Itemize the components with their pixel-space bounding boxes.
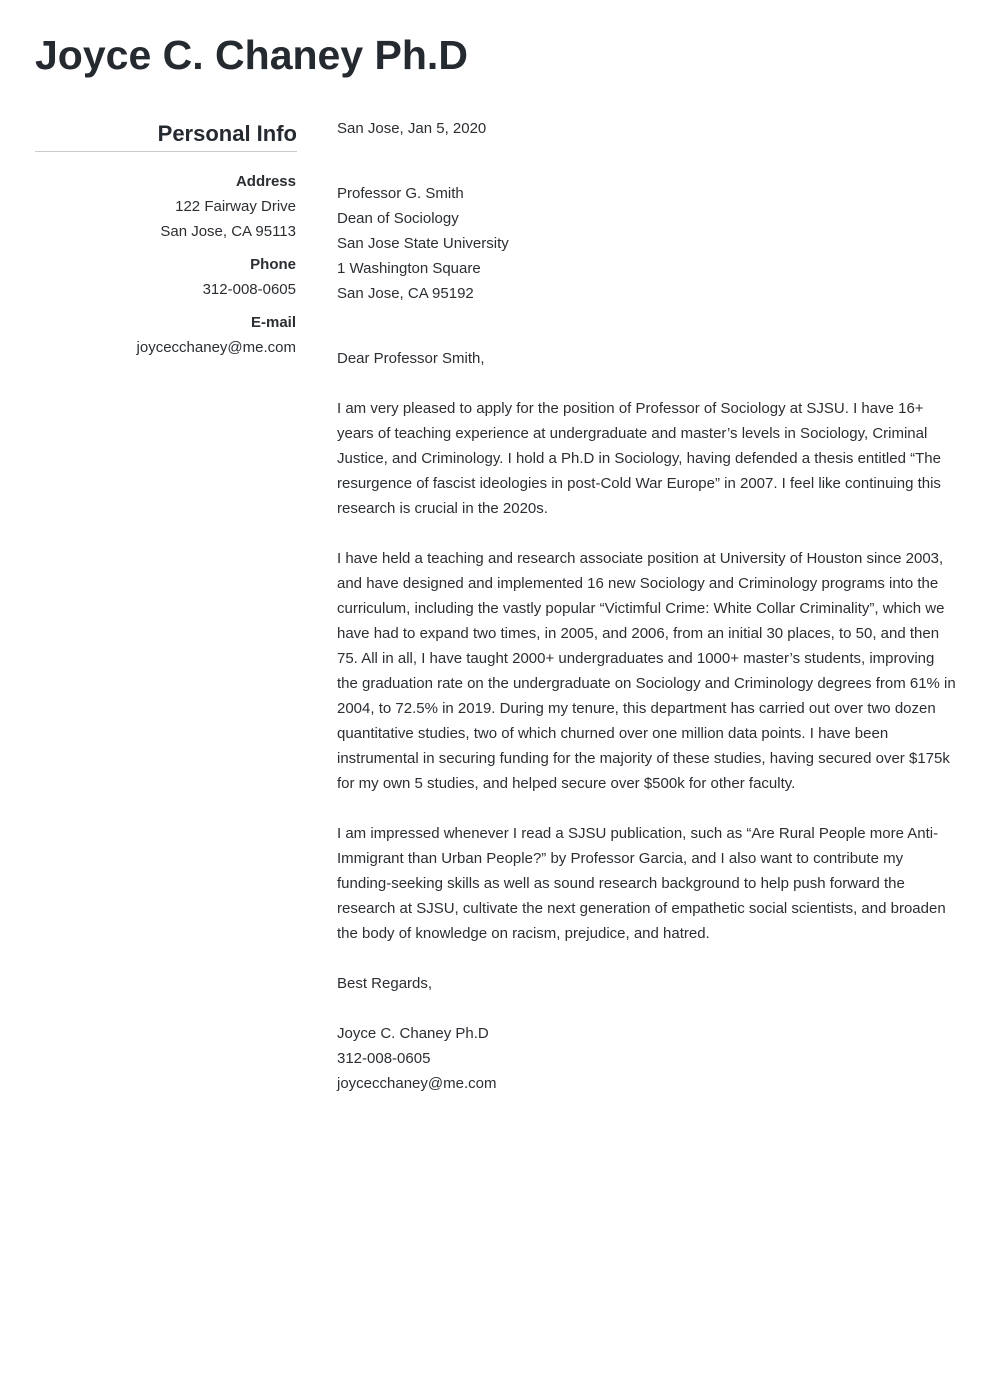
recipient-name: Professor G. Smith xyxy=(337,185,464,202)
phone-label: Phone xyxy=(250,256,296,273)
phone-value: 312-008-0605 xyxy=(202,281,296,298)
letter-body xyxy=(337,116,959,1096)
letter-date: San Jose, Jan 5, 2020 xyxy=(337,120,487,137)
signature-phone: 312-008-0605 xyxy=(337,1050,431,1067)
salutation: Dear Professor Smith, xyxy=(337,350,485,367)
applicant-name: Joyce C. Chaney Ph.D xyxy=(35,32,468,78)
body-paragraph-3: I am impressed whenever I read a SJSU publication, such as “Are Rural People more Anti-Immigrant than Urban People?” by Professor Garcia, and I also want to contribute my funding-seeking skills as well as sound research background to help push forward the research at SJSU, cultivate the next generation of empathetic social scientists, and broaden the body of knowledge on racism, prejudice, and hatred. xyxy=(337,825,946,942)
address-section xyxy=(35,169,297,244)
closing: Best Regards, xyxy=(337,975,433,992)
phone-section xyxy=(35,252,297,302)
body-paragraph-1: I am very pleased to apply for the position of Professor of Sociology at SJSU. I have 16+ years of teaching experience at undergraduate and master’s levels in Sociology, Criminal Justice, and Criminology. I hold a Ph.D in Sociology, having defended a thesis entitled “The resurgence of fascist ideologies in post-Cold War Europe” in 2007. I feel like continuing this research is crucial in the 2020s. xyxy=(337,400,941,517)
address-line-2: San Jose, CA 95113 xyxy=(160,223,296,240)
email-section xyxy=(35,310,297,360)
recipient-block xyxy=(337,181,959,306)
recipient-city: San Jose, CA 95192 xyxy=(337,285,474,302)
email-value: joycecchaney@me.com xyxy=(136,339,296,356)
signature-block xyxy=(337,1021,959,1096)
personal-info-sidebar xyxy=(35,120,297,360)
signature-email: joycecchaney@me.com xyxy=(337,1075,497,1092)
recipient-institution: San Jose State University xyxy=(337,235,509,252)
recipient-street: 1 Washington Square xyxy=(337,260,481,277)
recipient-title: Dean of Sociology xyxy=(337,210,459,227)
personal-info-heading: Personal Info xyxy=(35,120,297,152)
body-paragraph-2: I have held a teaching and research associate position at University of Houston since 2003, and have designed and implemented 16 new Sociology and Criminology programs into the curriculum, including the vastly popular “Victimful Crime: White Collar Criminality”, which we have had to expand two times, in 2005, and 2006, from an initial 30 places, to 50, and then 75. All in all, I have taught 2000+ undergraduates and 1000+ master’s students, improving the graduation rate on the undergraduate on Sociology and Criminology degrees from 61% in 2004, to 72.5% in 2019. During my tenure, this department has carried out over two dozen quantitative studies, two of which churned over one million data points. I have been instrumental in securing funding for the majority of these studies, having secured over $175k for my own 5 studies, and helped secure over $500k for other faculty. xyxy=(337,550,956,792)
email-label: E-mail xyxy=(250,314,296,331)
address-label: Address xyxy=(235,173,296,190)
address-line-1: 122 Fairway Drive xyxy=(175,198,296,215)
signature-name: Joyce C. Chaney Ph.D xyxy=(337,1025,489,1042)
